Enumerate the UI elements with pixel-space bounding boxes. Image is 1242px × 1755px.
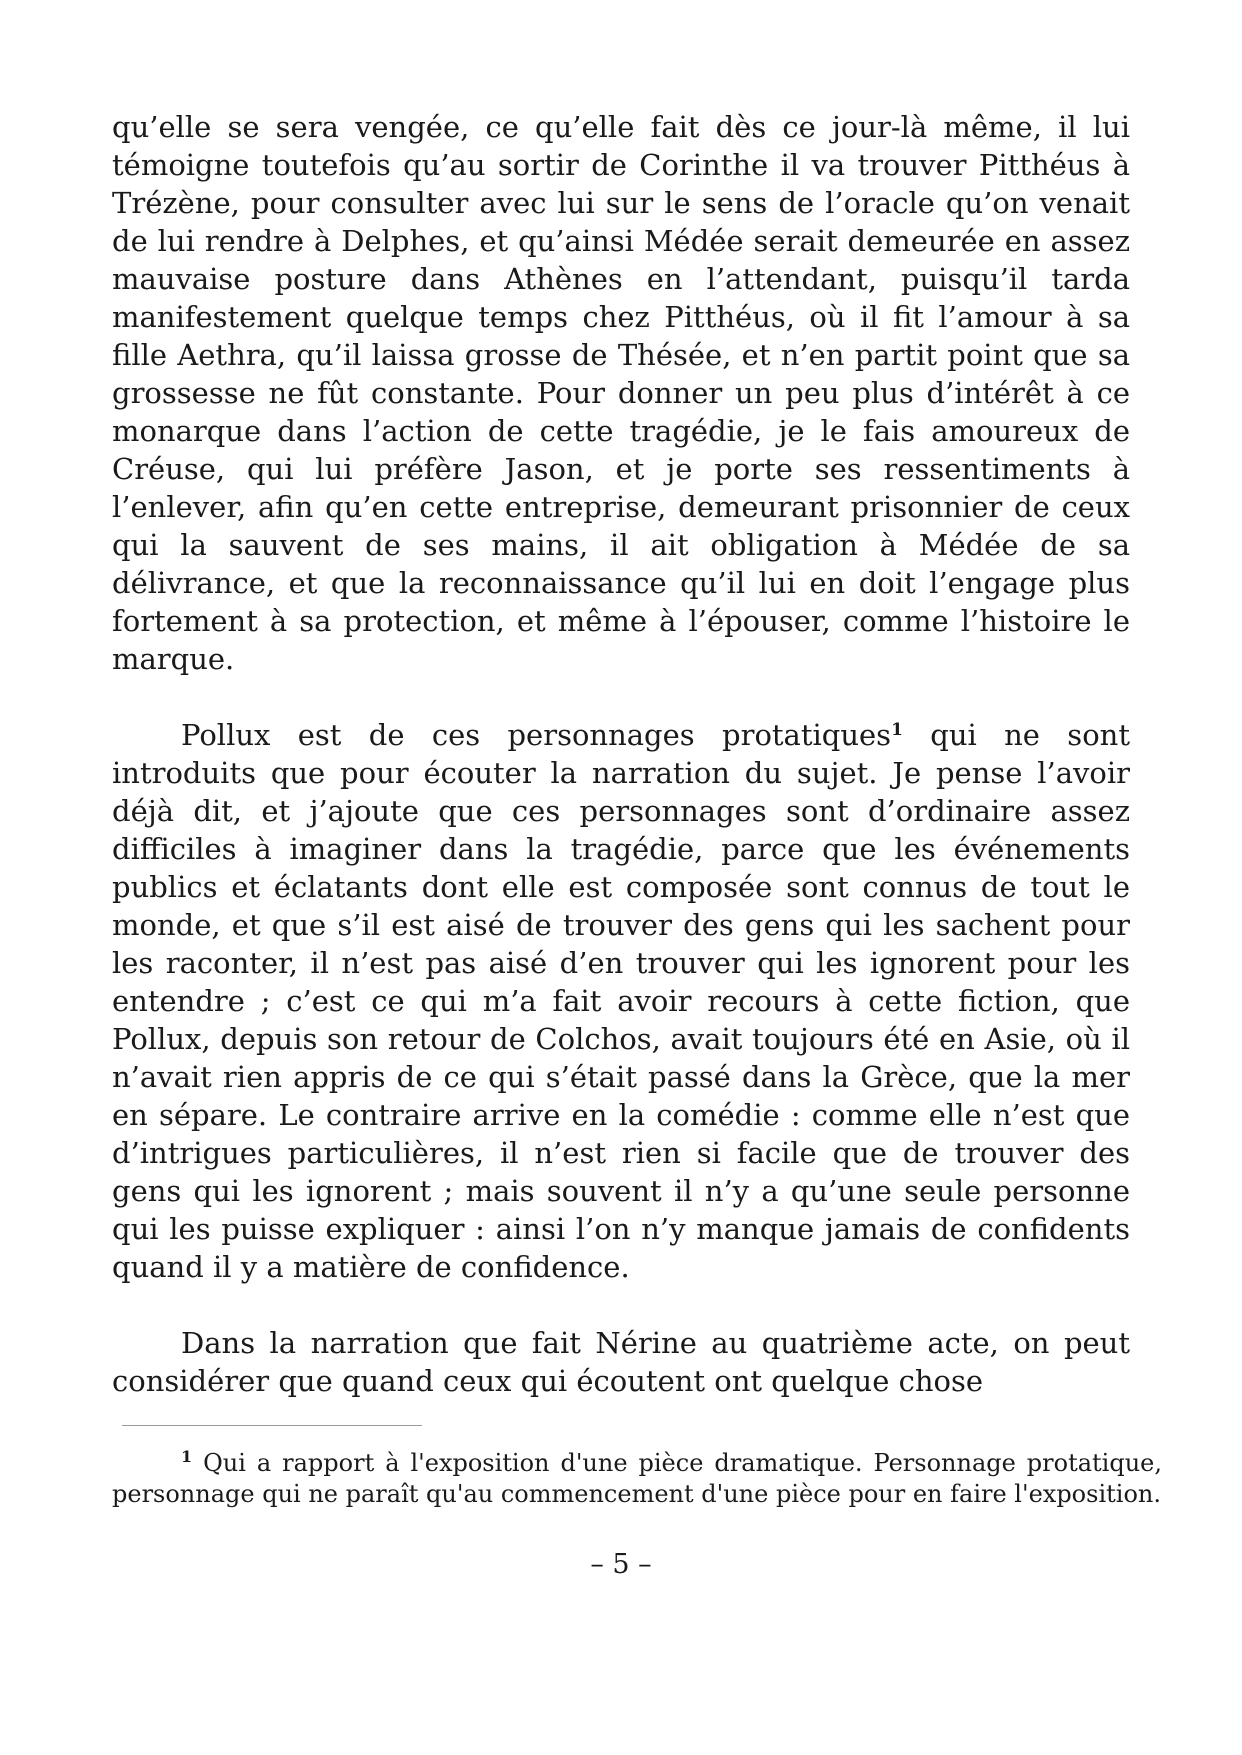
paragraph-3: Dans la narration que fait Nérine au quatrième acte, on peut considérer que quand ceux qui écoutent ont quelque chose [112, 1326, 1130, 1398]
footnote-reference[interactable]: 1 [891, 720, 903, 740]
paragraph-2-text-end: qui ne sont introduits que pour écouter la narration du sujet. Je pense l’avoir déjà dit, et j’ajoute que ces personnages sont d’ordinaire assez difficiles à imaginer dans la tragédie, parce que les événements publics et éclatants dont elle est composée sont connus de tout le monde, et que s’il est aisé de trouver des gens qui les sachent pour les raconter, il n’est pas aisé d’en trouver qui les ignorent pour les entendre ; c’est ce qui m’a fait avoir recours à cette fiction, que Pollux, depuis son retour de Colchos, avait toujours été en Asie, où il n’avait rien appris de ce qui s’était passé dans la Grèce, que la mer en sépare. Le contraire arrive en la comédie : comme elle n’est que d’intrigues particulières, il n’est rien si facile que de trouver des gens qui les ignorent ; mais souvent il n’y a qu’une seule personne qui les puisse expliquer : ainsi l’on n’y manque jamais de confidents quand il y a matière de confidence. [112, 718, 1130, 1284]
paragraph-2 [112, 716, 1130, 1286]
page-number: – 5 – [590, 1549, 652, 1580]
page-body [112, 108, 1130, 1400]
footnote-marker: 1 [181, 1447, 193, 1466]
footnote-divider [122, 1425, 422, 1426]
footnote-text: Qui a rapport à l'exposition d'une pièce dramatique. Personnage protatique, personnage qui ne paraît qu'au commencement d'une pièce pour en faire l'exposition. [112, 1449, 1162, 1508]
paragraph-1: qu’elle se sera vengée, ce qu’elle fait dès ce jour-là même, il lui témoigne toutefois qu’au sortir de Corinthe il va trouver Pitthéus à Trézène, pour consulter avec lui sur le sens de l’oracle qu’on venait de lui rendre à Delphes, et qu’ainsi Médée serait demeurée en assez mauvaise posture dans Athènes en l’attendant, puisqu’il tarda manifestement quelque temps chez Pitthéus, où il fit l’amour à sa fille Aethra, qu’il laissa grosse de Thésée, et n’en partit point que sa grossesse ne fût constante. Pour donner un peu plus d’intérêt à ce monarque dans l’action de cette tragédie, je le fais amoureux de Créuse, qui lui préfère Jason, et je porte ses ressentiments à l’enlever, afin qu’en cette entreprise, demeurant prisonnier de ceux qui la sauvent de ses mains, il ait obligation à Médée de sa délivrance, et que la reconnaissance qu’il lui en doit l’engage plus fortement à sa protection, et même à l’épouser, comme l’histoire le marque. [112, 110, 1130, 676]
footnote [112, 1448, 1162, 1510]
paragraph-2-text-start: Pollux est de ces personnages protatiques [181, 718, 892, 752]
